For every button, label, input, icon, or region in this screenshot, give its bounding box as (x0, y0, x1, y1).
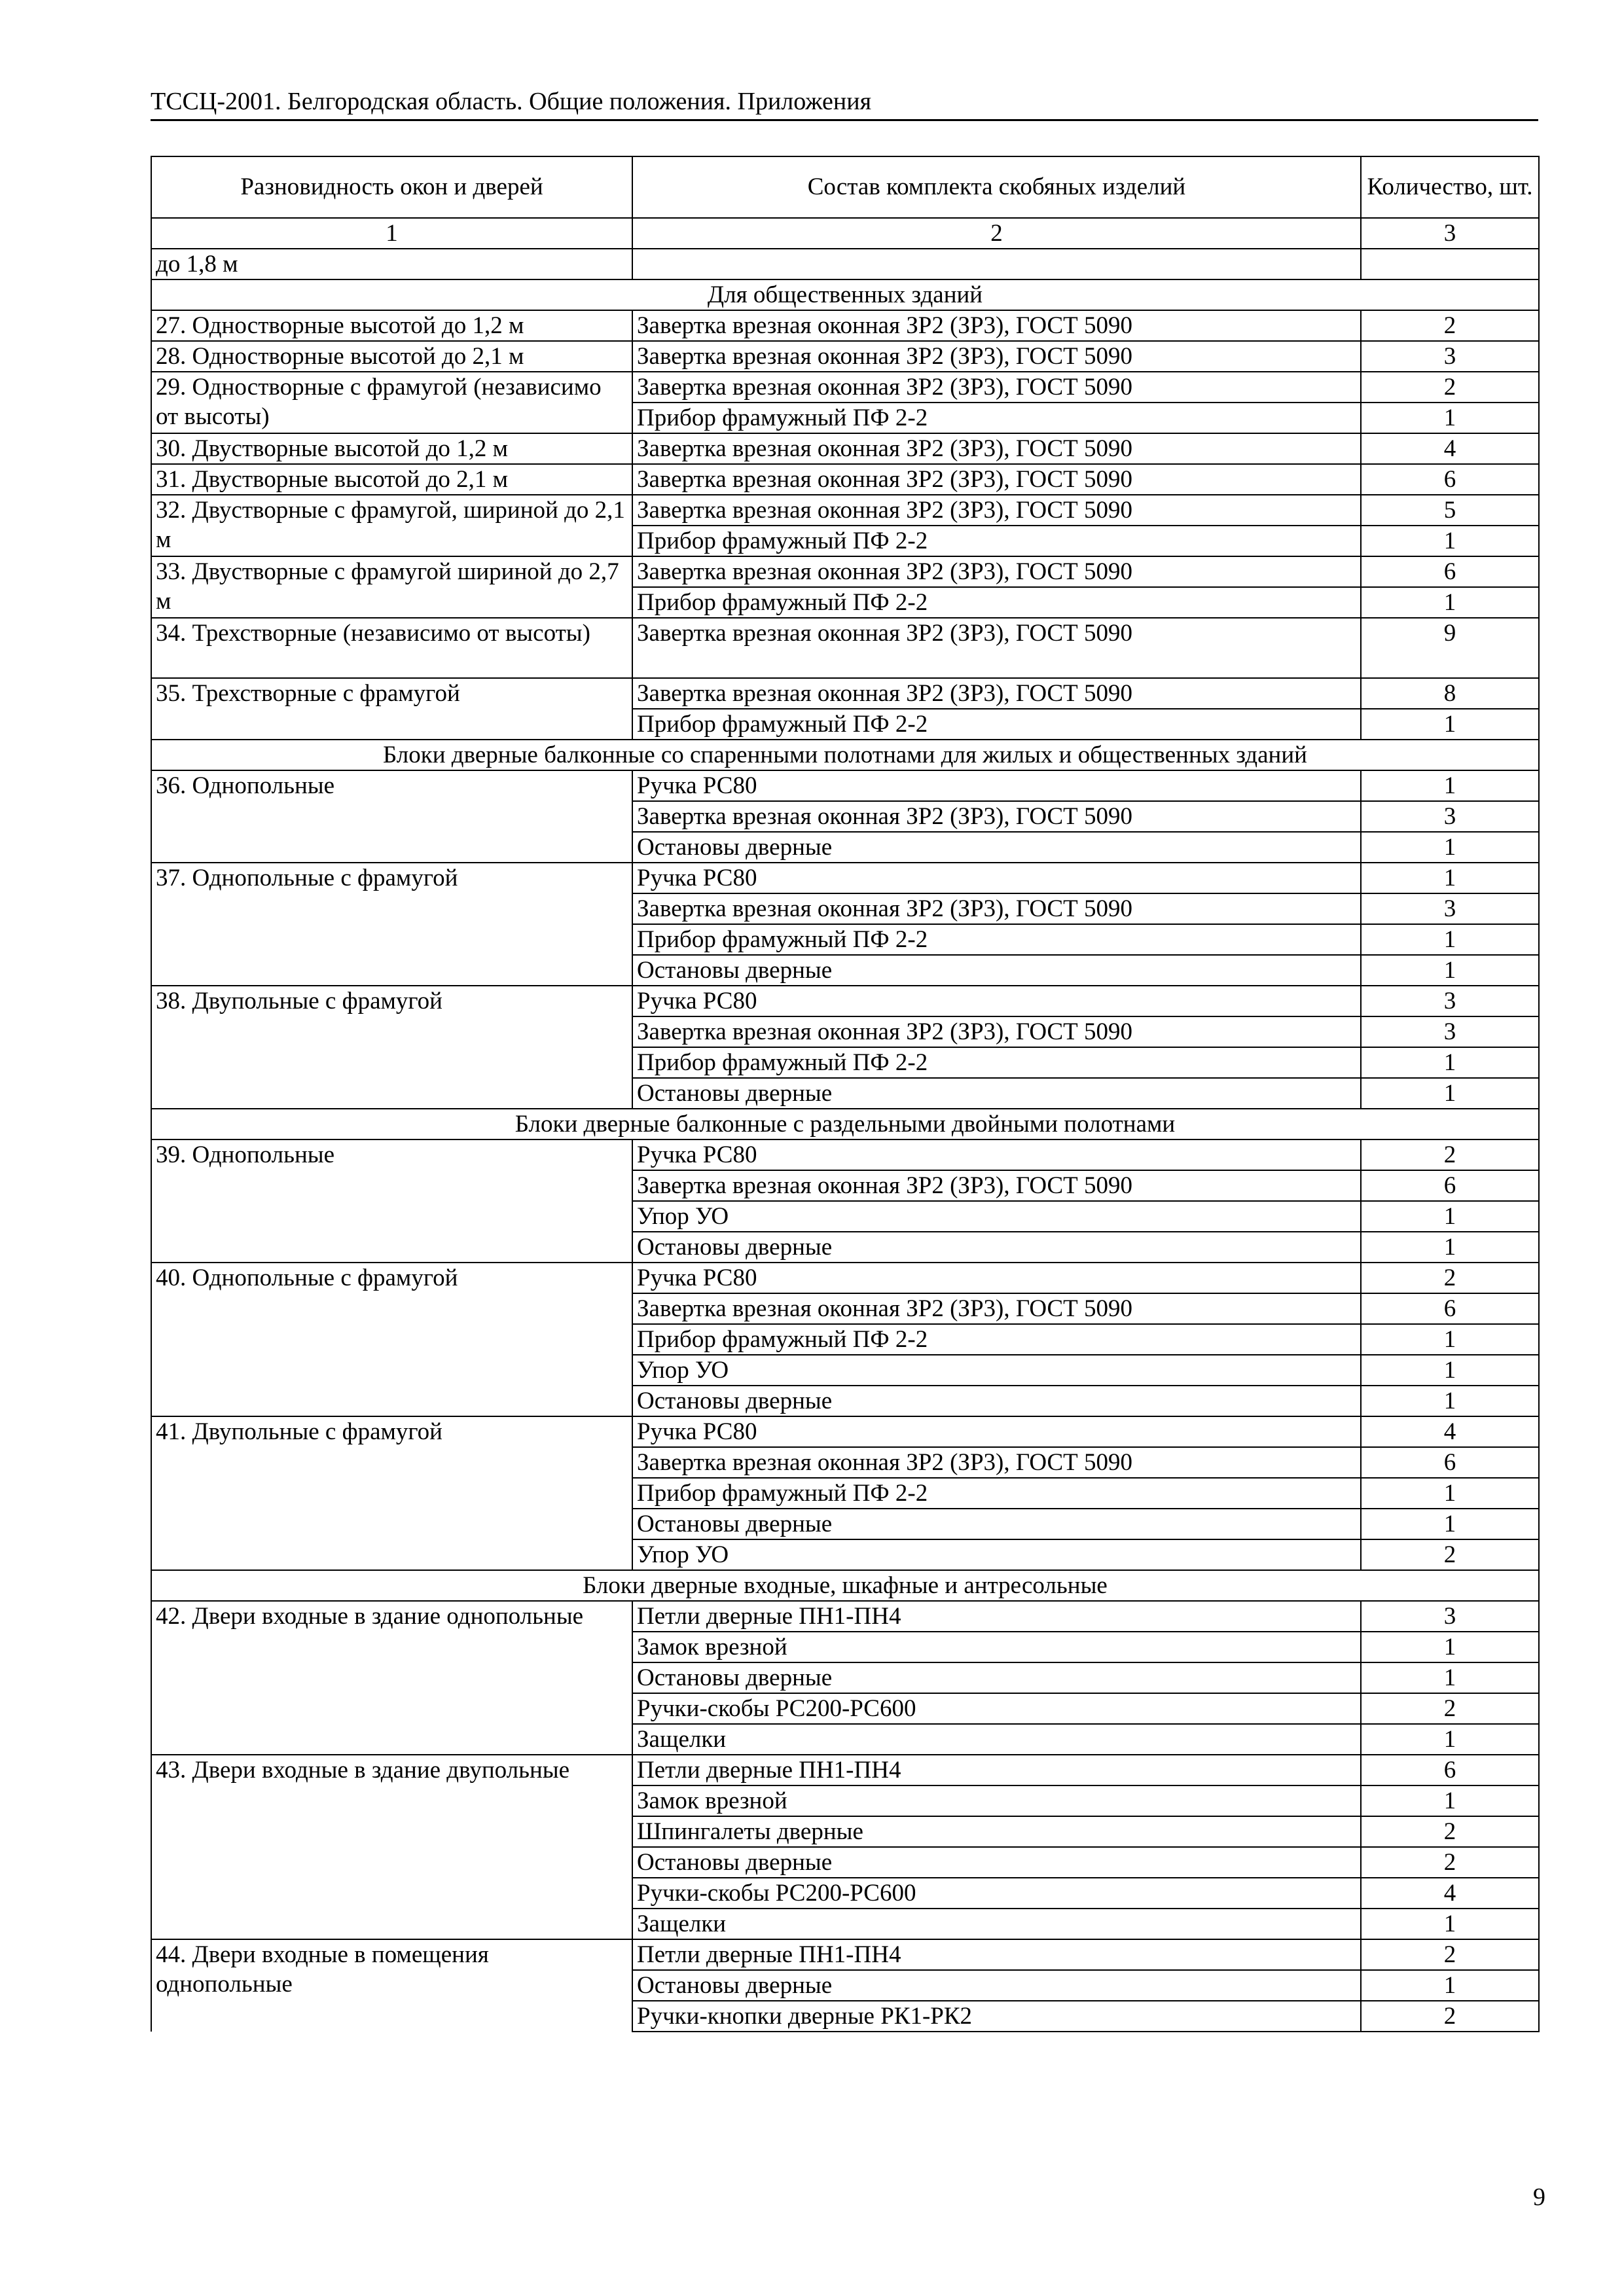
window-door-type (151, 863, 632, 893)
table-row (151, 1078, 1539, 1109)
quantity: 1 (1361, 1632, 1539, 1662)
table-row (151, 832, 1539, 863)
window-door-type-continuation (151, 1016, 632, 1047)
hardware-item: Замок врезной (632, 1785, 1361, 1816)
window-door-type (151, 341, 632, 372)
column-header: Количество, шт. (1361, 156, 1539, 218)
table-row (151, 955, 1539, 986)
hardware-item: Шпингалеты дверные (632, 1816, 1361, 1847)
window-door-type (151, 1416, 632, 1447)
window-door-type-continuation (151, 1724, 632, 1755)
window-door-type-continuation (151, 709, 632, 740)
hardware-item: Ручки-скобы РС200-РС600 (632, 1878, 1361, 1909)
table-row (151, 1232, 1539, 1263)
window-door-type-label: 42. Двери входные в здание однопольные (156, 1603, 584, 1630)
quantity: 3 (1361, 341, 1539, 372)
window-door-type-label: 38. Двупольные с фрамугой (156, 988, 442, 1014)
running-header: ТССЦ-2001. Белгородская область. Общие положения. Приложения (151, 85, 1538, 121)
table-row (151, 1539, 1539, 1570)
hardware-item (632, 249, 1361, 279)
quantity: 1 (1361, 832, 1539, 863)
quantity: 6 (1361, 1447, 1539, 1478)
table-row (151, 986, 1539, 1016)
window-door-type (151, 986, 632, 1016)
section-heading-row (151, 1570, 1539, 1601)
quantity: 3 (1361, 1016, 1539, 1047)
table-row (151, 801, 1539, 832)
hardware-item: Завертка врезная оконная ЗР2 (ЗР3), ГОСТ 5090 (632, 893, 1361, 924)
quantity: 5 (1361, 495, 1539, 526)
hardware-item: Остановы дверные (632, 1232, 1361, 1263)
hardware-item: Завертка врезная оконная ЗР2 (ЗР3), ГОСТ 5090 (632, 1016, 1361, 1047)
table-row (151, 1416, 1539, 1447)
table-row (151, 1785, 1539, 1816)
window-door-type (151, 1139, 632, 1170)
window-door-type-continuation (151, 955, 632, 986)
window-door-type-label: 43. Двери входные в здание двупольные (156, 1757, 570, 1784)
quantity: 8 (1361, 678, 1539, 709)
table-row (151, 341, 1539, 372)
window-door-type-continuation (151, 1539, 632, 1570)
hardware-item: Завертка врезная оконная ЗР2 (ЗР3), ГОСТ 5090 (632, 433, 1361, 464)
hardware-item: Прибор фрамужный ПФ 2-2 (632, 1047, 1361, 1078)
table-row (151, 1263, 1539, 1293)
quantity: 1 (1361, 1478, 1539, 1509)
hardware-item: Завертка врезная оконная ЗР2 (ЗР3), ГОСТ 5090 (632, 1170, 1361, 1201)
window-door-type-label: 28. Одностворные высотой до 2,1 м (156, 343, 524, 370)
quantity: 1 (1361, 1232, 1539, 1263)
section-heading-row (151, 279, 1539, 310)
window-door-type-continuation (151, 1509, 632, 1539)
table-row (151, 1662, 1539, 1693)
hardware-item: Завертка врезная оконная ЗР2 (ЗР3), ГОСТ 5090 (632, 372, 1361, 403)
page-number: 9 (1533, 2183, 1545, 2211)
quantity: 2 (1361, 1816, 1539, 1847)
window-door-type-continuation (151, 1662, 632, 1693)
quantity: 6 (1361, 556, 1539, 587)
window-door-type-continuation (151, 1447, 632, 1478)
table-row (151, 863, 1539, 893)
hardware-item: Упор УО (632, 1539, 1361, 1570)
window-door-type-continuation (151, 1078, 632, 1109)
hardware-item: Завертка врезная оконная ЗР2 (ЗР3), ГОСТ 5090 (632, 495, 1361, 526)
table-row (151, 1201, 1539, 1232)
column-header: Состав комплекта скобяных изделий (632, 156, 1361, 218)
table-row (151, 709, 1539, 740)
table-header-row (151, 156, 1539, 218)
hardware-item: Ручка РС80 (632, 1139, 1361, 1170)
hardware-item: Остановы дверные (632, 955, 1361, 986)
table-row (151, 1047, 1539, 1078)
window-door-type-continuation (151, 2001, 632, 2032)
quantity: 1 (1361, 770, 1539, 801)
table-row (151, 464, 1539, 495)
window-door-type-continuation (151, 1693, 632, 1724)
window-door-type (151, 495, 632, 553)
hardware-item: Прибор фрамужный ПФ 2-2 (632, 709, 1361, 740)
window-door-type-label: 44. Двери входные в помещения однопольные (156, 1941, 489, 1998)
quantity: 1 (1361, 1355, 1539, 1386)
quantity: 4 (1361, 433, 1539, 464)
window-door-type-continuation (151, 1201, 632, 1232)
table-row (151, 1693, 1539, 1724)
quantity: 3 (1361, 986, 1539, 1016)
column-number: 2 (632, 218, 1361, 249)
window-door-type (151, 678, 632, 709)
quantity: 2 (1361, 2001, 1539, 2032)
hardware-item: Защелки (632, 1909, 1361, 1939)
window-door-type-continuation (151, 893, 632, 924)
quantity: 1 (1361, 1724, 1539, 1755)
hardware-item: Завертка врезная оконная ЗР2 (ЗР3), ГОСТ 5090 (632, 1293, 1361, 1324)
quantity: 1 (1361, 1909, 1539, 1939)
window-door-type-continuation (151, 1847, 632, 1878)
quantity: 1 (1361, 863, 1539, 893)
section-heading-row (151, 740, 1539, 770)
quantity: 1 (1361, 1324, 1539, 1355)
table-row (151, 1816, 1539, 1847)
table-row (151, 1909, 1539, 1939)
window-door-type-label: 39. Однопольные (156, 1141, 335, 1168)
table-row (151, 1939, 1539, 1970)
table-row (151, 1386, 1539, 1416)
window-door-type-continuation (151, 1909, 632, 1939)
hardware-item: Петли дверные ПН1-ПН4 (632, 1601, 1361, 1632)
quantity: 6 (1361, 1293, 1539, 1324)
hardware-table-container (151, 156, 1538, 2032)
quantity: 3 (1361, 893, 1539, 924)
table-row (151, 433, 1539, 464)
section-heading: Для общественных зданий (151, 279, 1539, 310)
window-door-type (151, 464, 632, 495)
table-row (151, 1632, 1539, 1662)
window-door-type-label: 32. Двустворные с фрамугой, шириной до 2,1 м (156, 497, 625, 553)
window-door-type-label: 36. Однопольные (156, 772, 335, 799)
table-row (151, 1016, 1539, 1047)
window-door-type-label: 35. Трехстворные с фрамугой (156, 680, 460, 707)
hardware-item: Прибор фрамужный ПФ 2-2 (632, 526, 1361, 556)
hardware-item: Упор УО (632, 1201, 1361, 1232)
hardware-item: Завертка врезная оконная ЗР2 (ЗР3), ГОСТ 5090 (632, 678, 1361, 709)
table-row (151, 1324, 1539, 1355)
hardware-item: Ручки-скобы РС200-РС600 (632, 1693, 1361, 1724)
column-number: 1 (151, 218, 632, 249)
table-row (151, 1724, 1539, 1755)
table-row (151, 924, 1539, 955)
table-row (151, 678, 1539, 709)
window-door-type-continuation (151, 1355, 632, 1386)
quantity: 6 (1361, 1170, 1539, 1201)
hardware-item: Завертка врезная оконная ЗР2 (ЗР3), ГОСТ 5090 (632, 618, 1361, 678)
hardware-item: Остановы дверные (632, 1970, 1361, 2001)
quantity: 1 (1361, 709, 1539, 740)
hardware-item: Ручка РС80 (632, 770, 1361, 801)
window-door-type-continuation (151, 801, 632, 832)
quantity: 1 (1361, 1509, 1539, 1539)
window-door-type (151, 310, 632, 341)
quantity: 1 (1361, 526, 1539, 556)
hardware-table (151, 156, 1540, 2032)
table-row (151, 2001, 1539, 2032)
window-door-type-label: 30. Двустворные высотой до 1,2 м (156, 435, 509, 462)
hardware-item: Остановы дверные (632, 1662, 1361, 1693)
quantity: 2 (1361, 1539, 1539, 1570)
window-door-type-label: 27. Одностворные высотой до 1,2 м (156, 312, 524, 339)
hardware-item: Ручка РС80 (632, 1263, 1361, 1293)
window-door-type-continuation (151, 1785, 632, 1816)
table-row (151, 403, 1539, 433)
column-header: Разновидность окон и дверей (151, 156, 632, 218)
quantity: 2 (1361, 1847, 1539, 1878)
window-door-type-continuation (151, 1232, 632, 1263)
hardware-item: Ручки-кнопки дверные РК1-РК2 (632, 2001, 1361, 2032)
table-row (151, 310, 1539, 341)
window-door-type-label: 41. Двупольные с фрамугой (156, 1418, 442, 1445)
window-door-type-continuation (151, 1386, 632, 1416)
table-row (151, 1970, 1539, 2001)
quantity (1361, 249, 1539, 279)
quantity: 9 (1361, 618, 1539, 678)
table-row (151, 1293, 1539, 1324)
window-door-type (151, 372, 632, 430)
hardware-item: Остановы дверные (632, 832, 1361, 863)
hardware-item: Завертка врезная оконная ЗР2 (ЗР3), ГОСТ 5090 (632, 801, 1361, 832)
table-row (151, 587, 1539, 618)
table-row (151, 1139, 1539, 1170)
section-heading: Блоки дверные балконные с раздельными двойными полотнами (151, 1109, 1539, 1139)
table-row (151, 1878, 1539, 1909)
quantity: 1 (1361, 955, 1539, 986)
quantity: 1 (1361, 1970, 1539, 2001)
window-door-type-label: 29. Одностворные с фрамугой (независимо от высоты) (156, 374, 602, 430)
quantity: 1 (1361, 1201, 1539, 1232)
table-row (151, 1355, 1539, 1386)
quantity: 1 (1361, 1078, 1539, 1109)
quantity: 1 (1361, 1047, 1539, 1078)
hardware-item: Завертка врезная оконная ЗР2 (ЗР3), ГОСТ 5090 (632, 310, 1361, 341)
table-body (151, 249, 1539, 2032)
hardware-item: Остановы дверные (632, 1078, 1361, 1109)
quantity: 2 (1361, 1939, 1539, 1970)
hardware-item: Замок врезной (632, 1632, 1361, 1662)
table-row (151, 495, 1539, 526)
quantity: 1 (1361, 587, 1539, 618)
window-door-type-continuation (151, 587, 632, 618)
table-row (151, 249, 1539, 279)
hardware-item: Остановы дверные (632, 1386, 1361, 1416)
table-row (151, 893, 1539, 924)
hardware-item: Упор УО (632, 1355, 1361, 1386)
hardware-item: Прибор фрамужный ПФ 2-2 (632, 924, 1361, 955)
section-heading: Блоки дверные входные, шкафные и антресольные (151, 1570, 1539, 1601)
quantity: 1 (1361, 403, 1539, 433)
hardware-item: Прибор фрамужный ПФ 2-2 (632, 1478, 1361, 1509)
quantity: 2 (1361, 310, 1539, 341)
table-row (151, 1755, 1539, 1785)
quantity: 4 (1361, 1416, 1539, 1447)
window-door-type-continuation (151, 832, 632, 863)
quantity: 2 (1361, 1693, 1539, 1724)
quantity: 1 (1361, 1386, 1539, 1416)
quantity: 6 (1361, 1755, 1539, 1785)
quantity: 1 (1361, 924, 1539, 955)
window-door-type-continuation (151, 924, 632, 955)
table-row (151, 556, 1539, 587)
window-door-type-label: 31. Двустворные высотой до 2,1 м (156, 466, 509, 493)
table-row (151, 1478, 1539, 1509)
window-door-type-continuation (151, 526, 632, 556)
table-row (151, 1509, 1539, 1539)
quantity: 1 (1361, 1662, 1539, 1693)
window-door-type (151, 618, 632, 678)
window-door-type-label: 37. Однопольные с фрамугой (156, 865, 458, 891)
window-door-type (151, 249, 632, 279)
quantity: 2 (1361, 1263, 1539, 1293)
window-door-type (151, 556, 632, 615)
quantity: 3 (1361, 1601, 1539, 1632)
hardware-item: Петли дверные ПН1-ПН4 (632, 1939, 1361, 1970)
quantity: 4 (1361, 1878, 1539, 1909)
window-door-type-label: 40. Однопольные с фрамугой (156, 1265, 458, 1291)
section-heading-row (151, 1109, 1539, 1139)
column-number-row (151, 218, 1539, 249)
window-door-type (151, 1263, 632, 1293)
hardware-item: Завертка врезная оконная ЗР2 (ЗР3), ГОСТ 5090 (632, 556, 1361, 587)
table-row (151, 618, 1539, 678)
hardware-item: Ручка РС80 (632, 1416, 1361, 1447)
quantity: 2 (1361, 1139, 1539, 1170)
table-row (151, 1170, 1539, 1201)
hardware-item: Завертка врезная оконная ЗР2 (ЗР3), ГОСТ 5090 (632, 341, 1361, 372)
hardware-item: Завертка врезная оконная ЗР2 (ЗР3), ГОСТ 5090 (632, 1447, 1361, 1478)
window-door-type-continuation (151, 1170, 632, 1201)
hardware-item: Прибор фрамужный ПФ 2-2 (632, 403, 1361, 433)
window-door-type (151, 770, 632, 801)
hardware-item: Прибор фрамужный ПФ 2-2 (632, 587, 1361, 618)
hardware-item: Ручка РС80 (632, 863, 1361, 893)
quantity: 1 (1361, 1785, 1539, 1816)
window-door-type-label: 34. Трехстворные (независимо от высоты) (156, 620, 590, 647)
table-row (151, 526, 1539, 556)
window-door-type-continuation (151, 1478, 632, 1509)
window-door-type (151, 1755, 632, 1785)
window-door-type-label: до 1,8 м (156, 251, 238, 278)
table-row (151, 1847, 1539, 1878)
window-door-type-continuation (151, 1816, 632, 1847)
window-door-type-continuation (151, 1878, 632, 1909)
hardware-item: Остановы дверные (632, 1509, 1361, 1539)
section-heading: Блоки дверные балконные со спаренными полотнами для жилых и общественных зданий (151, 740, 1539, 770)
window-door-type-continuation (151, 1293, 632, 1324)
window-door-type (151, 1939, 632, 1998)
window-door-type-continuation (151, 1632, 632, 1662)
hardware-item: Петли дверные ПН1-ПН4 (632, 1755, 1361, 1785)
hardware-item: Остановы дверные (632, 1847, 1361, 1878)
table-row (151, 1601, 1539, 1632)
window-door-type-continuation (151, 1047, 632, 1078)
quantity: 2 (1361, 372, 1539, 403)
window-door-type-label: 33. Двустворные с фрамугой шириной до 2,7 м (156, 558, 619, 615)
column-number: 3 (1361, 218, 1539, 249)
quantity: 3 (1361, 801, 1539, 832)
hardware-item: Завертка врезная оконная ЗР2 (ЗР3), ГОСТ 5090 (632, 464, 1361, 495)
table-row (151, 770, 1539, 801)
quantity: 6 (1361, 464, 1539, 495)
window-door-type (151, 433, 632, 464)
table-row (151, 1447, 1539, 1478)
hardware-item: Ручка РС80 (632, 986, 1361, 1016)
window-door-type (151, 1601, 632, 1632)
table-row (151, 372, 1539, 403)
window-door-type-continuation (151, 1324, 632, 1355)
hardware-item: Прибор фрамужный ПФ 2-2 (632, 1324, 1361, 1355)
hardware-item: Защелки (632, 1724, 1361, 1755)
